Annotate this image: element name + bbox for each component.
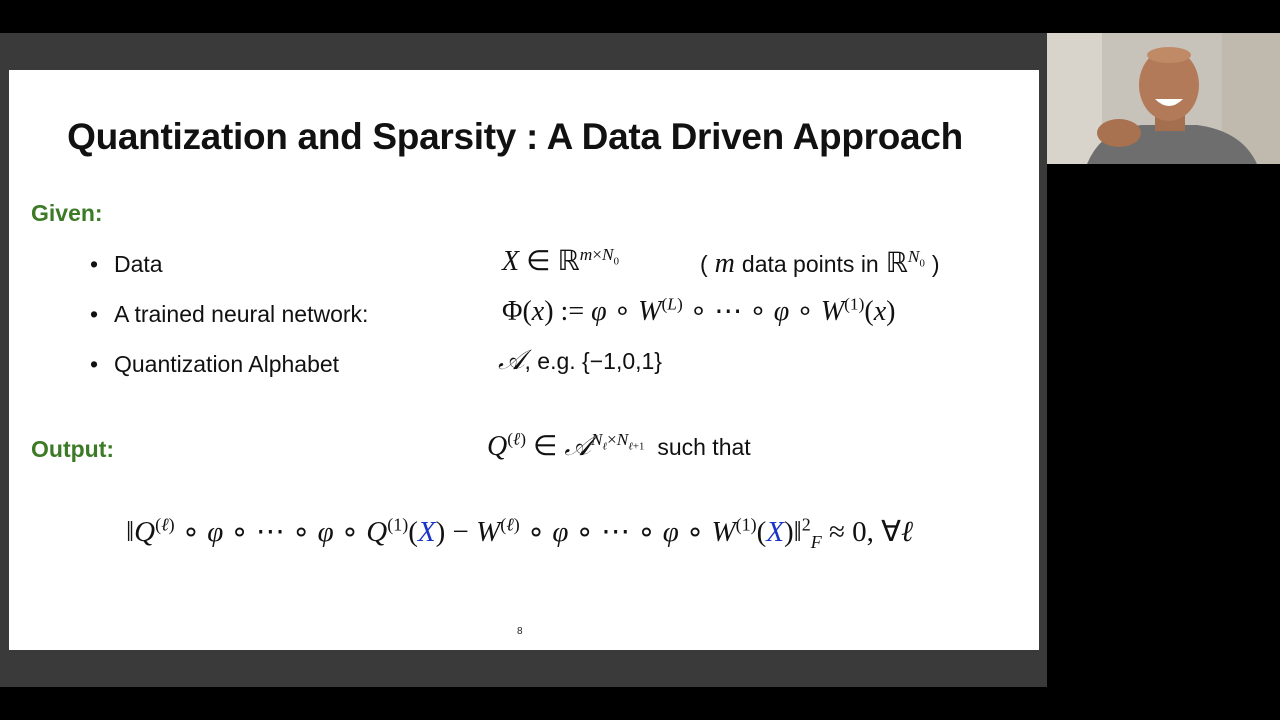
alphabet-formula: 𝒜, e.g. {−1,0,1} [498, 345, 662, 376]
given-label: Given: [31, 200, 103, 226]
bullet-network [90, 301, 368, 328]
person-video-icon [1047, 33, 1280, 164]
bullet-data [90, 251, 163, 278]
bullet-dot: • [90, 301, 99, 327]
such-that-text: such that [657, 434, 751, 460]
output-formula: $Q^{(\ell)}$ ∈ 𝒜$^{N_\ell\times N_{\ell+1}}$ such that [487, 429, 751, 462]
network-formula: Φ(x) := φ ∘ $W^{(L)}$ ∘ ⋯ ∘ φ ∘ $W^{(1)}(x)$ [502, 294, 896, 327]
webcam-video-tile[interactable] [1047, 33, 1280, 164]
objective-formula: $‖Q^{(\ell)}$ ∘ φ ∘ ⋯ ∘ φ ∘ $Q^{(1)}(X) - W^{(\ell)}$ ∘ φ ∘ ⋯ ∘ φ ∘ $W^{(1)}(X)‖^2_F \approx 0$, ∀ℓ [126, 514, 914, 552]
page-number: 8 [517, 626, 523, 637]
output-label: Output: [31, 436, 115, 462]
slide-title: Quantization and Sparsity : A Data Driven Approach [67, 116, 963, 157]
bullet-network-label: A trained neural network: [114, 301, 369, 327]
data-note: ( m data points in ℝ$^{N_0}$ ) [700, 246, 940, 279]
bullet-alphabet [90, 351, 339, 378]
bullet-dot: • [90, 351, 99, 377]
bullet-dot: • [90, 251, 99, 277]
bullet-data-label: Data [114, 251, 163, 277]
bullet-alphabet-label: Quantization Alphabet [114, 351, 340, 377]
data-formula: X ∈ ℝ$^{m\times N_0}$ [502, 244, 619, 277]
